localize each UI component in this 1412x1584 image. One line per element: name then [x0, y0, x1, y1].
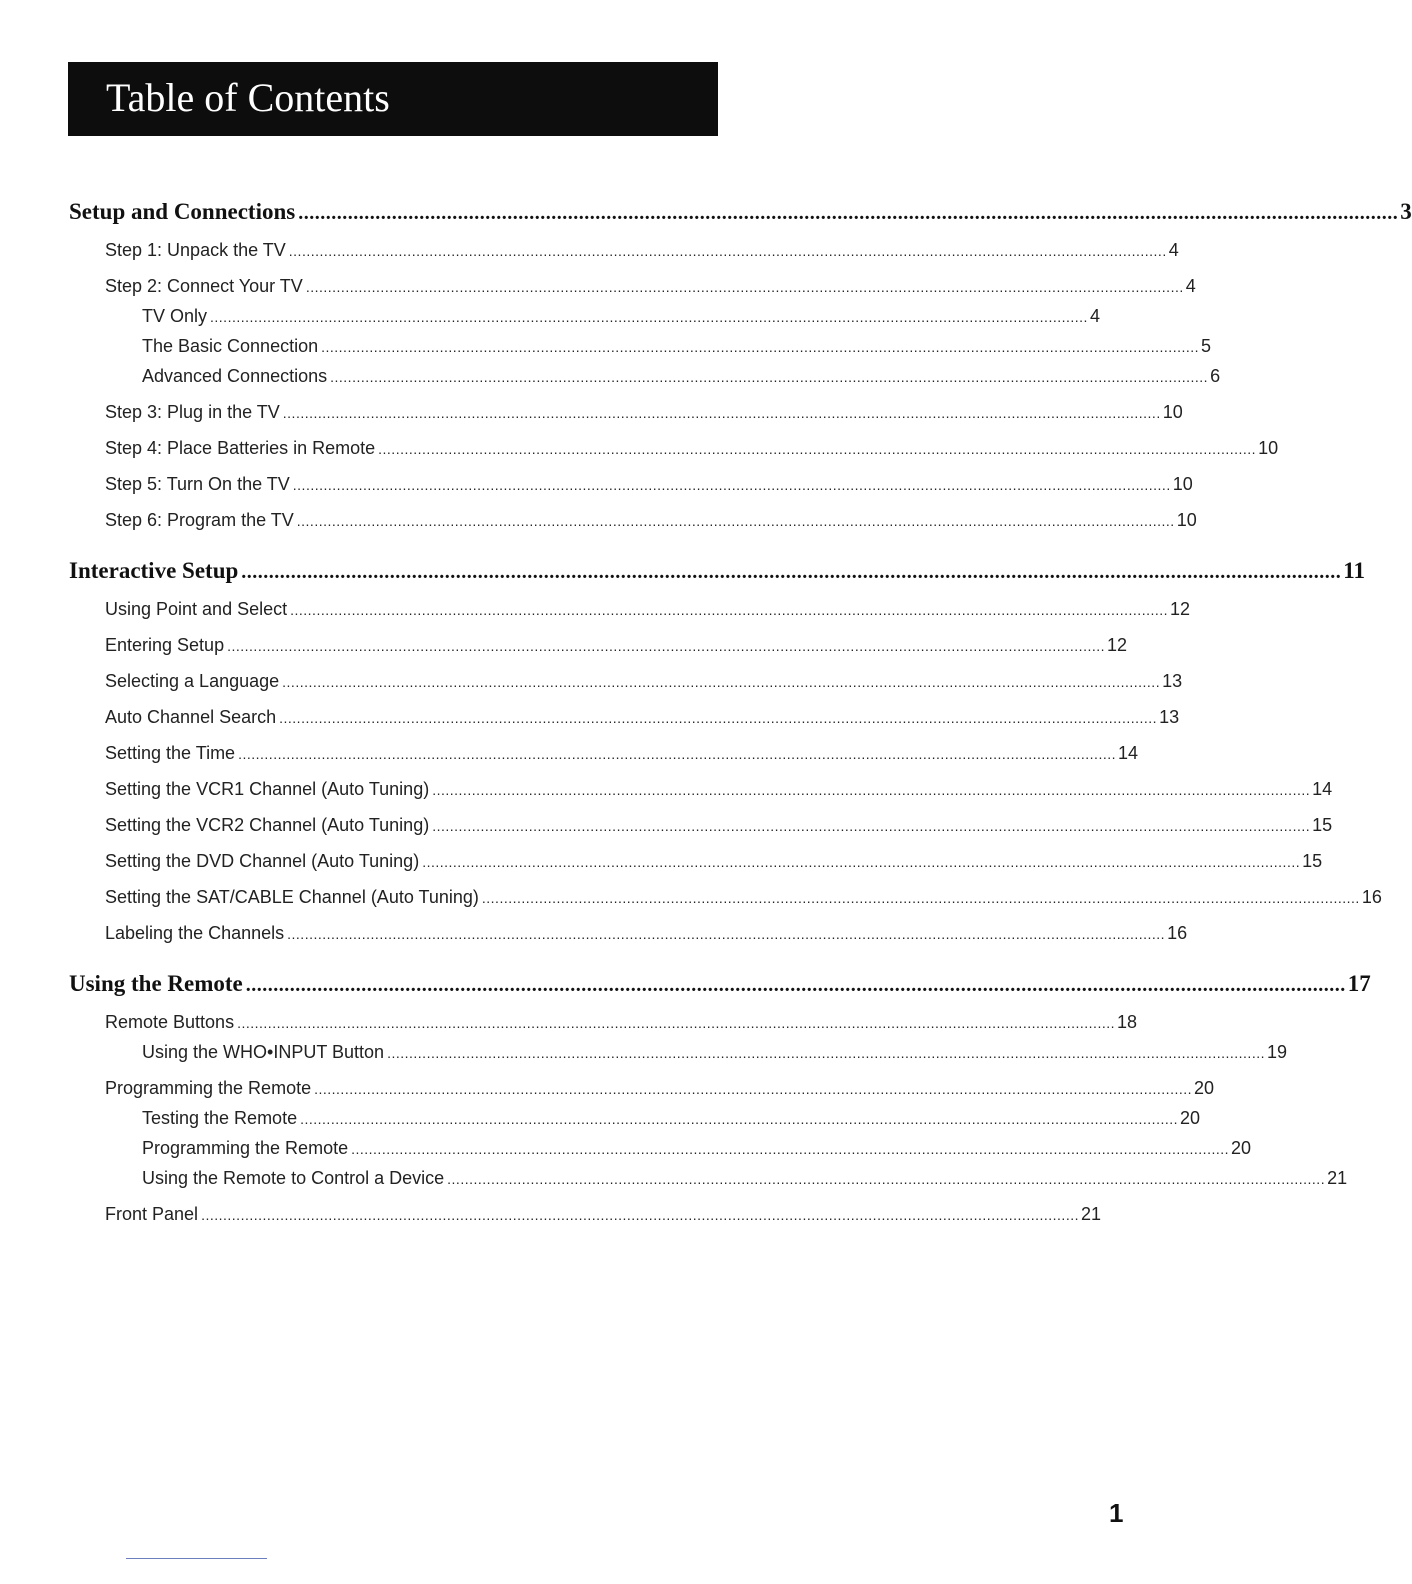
toc-entry[interactable]: [142, 1138, 1252, 1159]
toc-entry-label: Step 3: Plug in the TV: [105, 402, 280, 422]
dot-leader: ........................................................................................................................................................................................................: [314, 1081, 1193, 1097]
toc-entry-label: Step 5: Turn On the TV: [105, 474, 290, 494]
toc-entry-label: Setting the VCR2 Channel (Auto Tuning): [105, 815, 430, 835]
toc-entry[interactable]: [105, 851, 1323, 872]
toc-entry[interactable]: [69, 199, 1412, 225]
dot-leader: ........................................................................................................................................................................................................: [227, 638, 1106, 654]
toc-entry[interactable]: [105, 743, 1139, 764]
toc-entry-page: 4: [1168, 240, 1179, 260]
toc-entry-label: Auto Channel Search: [105, 707, 277, 727]
toc-entry-label: Using the Remote: [69, 971, 243, 996]
toc-entry-page: 17: [1347, 971, 1371, 996]
toc-entry[interactable]: [142, 306, 1100, 327]
toc-entry[interactable]: [105, 276, 1196, 297]
footer-rule: [126, 1558, 267, 1559]
toc-entry-label: Setting the VCR1 Channel (Auto Tuning): [105, 779, 430, 799]
toc-entry[interactable]: [105, 707, 1180, 728]
toc-entry-page: 20: [1231, 1138, 1252, 1158]
toc-entry-page: 5: [1201, 336, 1212, 356]
toc-entry-label: Programming the Remote: [142, 1138, 349, 1158]
dot-leader: ........................................................................................................................................................................................................: [238, 746, 1117, 762]
toc-entry-label: Using the Remote to Control a Device: [142, 1168, 445, 1188]
toc-entry[interactable]: [105, 671, 1183, 692]
toc-entry[interactable]: [142, 1042, 1288, 1063]
toc-entry-page: 10: [1172, 474, 1193, 494]
dot-leader: ........................................................................................................................................................................................................: [279, 710, 1158, 726]
toc-entry-page: 13: [1162, 671, 1183, 691]
toc-entry-label: Labeling the Channels: [105, 923, 285, 943]
toc-entry[interactable]: [69, 971, 1371, 997]
dot-leader: ........................................................................................................................................................................................................: [321, 339, 1200, 355]
toc-entry-label: TV Only: [142, 306, 208, 326]
toc-entry[interactable]: [105, 438, 1279, 459]
dot-leader: ........................................................................................................................................................................................................: [201, 1207, 1079, 1223]
toc-entry[interactable]: [142, 1168, 1348, 1189]
toc-entry-label: Setting the SAT/CABLE Channel (Auto Tuning): [105, 887, 479, 907]
toc-entry-page: 10: [1176, 510, 1197, 530]
toc-entry-label: Programming the Remote: [105, 1078, 312, 1098]
page-title: Table of Contents: [106, 75, 390, 120]
toc-entry-page: 4: [1089, 306, 1100, 326]
toc-entry-page: 15: [1312, 815, 1333, 835]
dot-leader: ........................................................................................................................................................................................................: [290, 602, 1169, 618]
dot-leader: ........................................................................................................................................................................................................: [305, 279, 1184, 295]
toc-entry-page: 12: [1107, 635, 1128, 655]
dot-leader: ........................................................................................................................................................................................................: [300, 1111, 1179, 1127]
toc-entry[interactable]: [69, 558, 1366, 584]
toc-entry-page: 20: [1180, 1108, 1201, 1128]
toc-entry-label: Setup and Connections: [69, 199, 296, 224]
toc-entry[interactable]: [105, 815, 1333, 836]
dot-leader: ........................................................................................................................................................................................................: [282, 674, 1161, 690]
toc-entry-page: 19: [1267, 1042, 1288, 1062]
toc-entry[interactable]: [105, 779, 1333, 800]
dot-leader: ........................................................................................................................................................................................................: [292, 477, 1171, 493]
toc-entry-page: 21: [1081, 1204, 1102, 1224]
toc-entry-page: 3: [1400, 199, 1412, 224]
toc-entry-page: 10: [1258, 438, 1279, 458]
toc-entry-label: Interactive Setup: [69, 558, 239, 583]
toc-entry-label: Step 4: Place Batteries in Remote: [105, 438, 376, 458]
toc-entry-label: The Basic Connection: [142, 336, 319, 356]
title-banner: [68, 62, 718, 136]
dot-leader: ........................................................................................................................................................................................................: [210, 309, 1088, 325]
toc-entry-label: Using Point and Select: [105, 599, 288, 619]
toc-entry-label: Testing the Remote: [142, 1108, 298, 1128]
dot-leader: ........................................................................................................................................................................................................: [447, 1171, 1326, 1187]
toc-entry[interactable]: [105, 240, 1179, 261]
dot-leader: ........................................................................................................................................................................................................: [330, 369, 1209, 385]
toc-entry-page: 14: [1118, 743, 1139, 763]
toc-entry-label: Setting the Time: [105, 743, 236, 763]
toc-entry[interactable]: [105, 402, 1183, 423]
toc-entry[interactable]: [105, 510, 1197, 531]
dot-leader: ........................................................................................................................................................................................................: [298, 202, 1399, 224]
dot-leader: ........................................................................................................................................................................................................: [432, 818, 1311, 834]
dot-leader: ........................................................................................................................................................................................................: [387, 1045, 1265, 1061]
toc-entry-page: 20: [1194, 1078, 1215, 1098]
toc-entry-page: 6: [1210, 366, 1221, 386]
toc-entry-label: Step 6: Program the TV: [105, 510, 294, 530]
toc-entry-page: 15: [1302, 851, 1323, 871]
dot-leader: ........................................................................................................................................................................................................: [351, 1141, 1230, 1157]
dot-leader: ........................................................................................................................................................................................................: [422, 854, 1301, 870]
toc-entry-page: 13: [1159, 707, 1180, 727]
toc-entry-label: Step 2: Connect Your TV: [105, 276, 303, 296]
dot-leader: ........................................................................................................................................................................................................: [282, 405, 1161, 421]
toc-entry[interactable]: [142, 1108, 1201, 1129]
toc-entry-label: Selecting a Language: [105, 671, 280, 691]
dot-leader: ........................................................................................................................................................................................................: [245, 974, 1346, 996]
toc-entry-page: 18: [1117, 1012, 1138, 1032]
toc-entry[interactable]: [105, 599, 1191, 620]
toc-entry-label: Remote Buttons: [105, 1012, 235, 1032]
dot-leader: ........................................................................................................................................................................................................: [296, 513, 1175, 529]
toc-entry-label: Using the WHO•INPUT Button: [142, 1042, 385, 1062]
toc-entry[interactable]: [105, 1204, 1102, 1225]
dot-leader: ........................................................................................................................................................................................................: [288, 243, 1167, 259]
dot-leader: ........................................................................................................................................................................................................: [237, 1015, 1116, 1031]
toc-entry[interactable]: [105, 635, 1128, 656]
dot-leader: ........................................................................................................................................................................................................: [287, 926, 1166, 942]
toc-entry[interactable]: [105, 1012, 1138, 1033]
dot-leader: ........................................................................................................................................................................................................: [241, 561, 1342, 583]
toc-entry-label: Setting the DVD Channel (Auto Tuning): [105, 851, 420, 871]
toc-entry-page: 12: [1170, 599, 1191, 619]
toc-entry-page: 16: [1361, 887, 1382, 907]
toc-entry-label: Advanced Connections: [142, 366, 328, 386]
toc-entry-label: Entering Setup: [105, 635, 225, 655]
toc-entry[interactable]: [142, 366, 1221, 387]
dot-leader: ........................................................................................................................................................................................................: [481, 890, 1360, 906]
toc-entry-page: 14: [1312, 779, 1333, 799]
toc-entry-page: 10: [1162, 402, 1183, 422]
toc-entry-page: 4: [1185, 276, 1196, 296]
page-number: 1: [1109, 1498, 1124, 1528]
toc-entry[interactable]: [105, 887, 1382, 908]
toc-entry-label: Front Panel: [105, 1204, 199, 1224]
toc-entry[interactable]: [105, 1078, 1215, 1099]
toc-entry-page: 16: [1167, 923, 1188, 943]
toc-entry-page: 11: [1343, 558, 1366, 583]
toc-entry-page: 21: [1327, 1168, 1348, 1188]
dot-leader: ........................................................................................................................................................................................................: [432, 782, 1311, 798]
dot-leader: ........................................................................................................................................................................................................: [378, 441, 1257, 457]
toc-entry[interactable]: [105, 923, 1188, 944]
toc-entry[interactable]: [105, 474, 1193, 495]
toc-entry[interactable]: [142, 336, 1212, 357]
toc-entry-label: Step 1: Unpack the TV: [105, 240, 286, 260]
